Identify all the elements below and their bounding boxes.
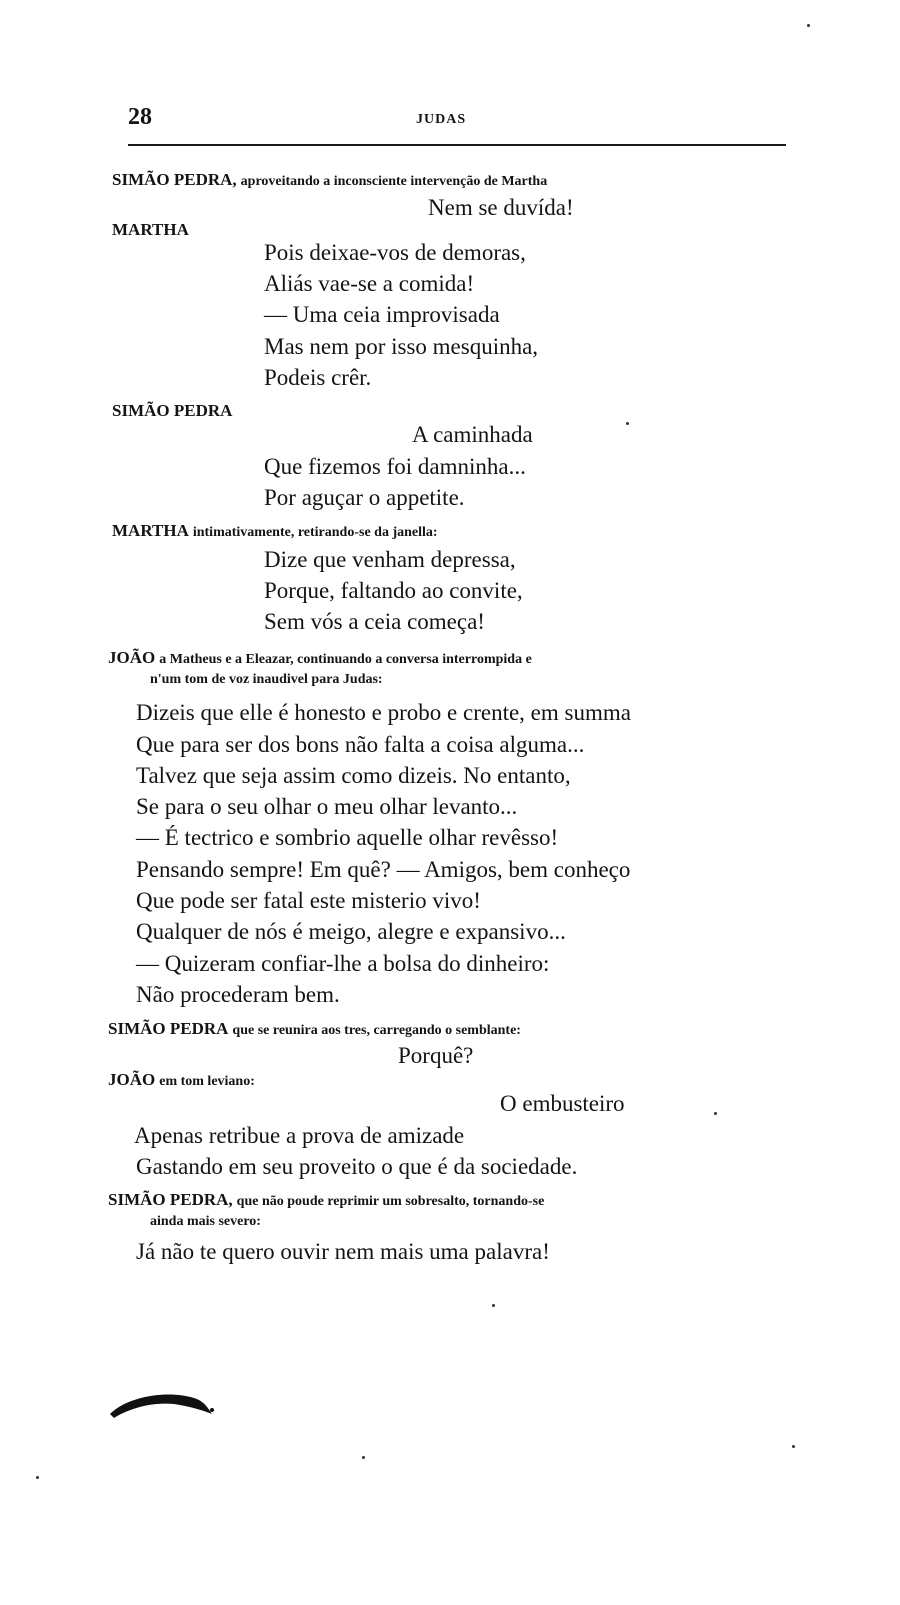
speaker-name: SIMÃO PEDRA, <box>108 1190 233 1209</box>
speaker-line <box>112 521 438 543</box>
stage-direction: a Matheus e a Eleazar, continuando a conversa interrompida e <box>159 652 532 667</box>
verse-line: Mas nem por isso mesquinha, <box>264 334 539 359</box>
speaker-name: SIMÃO PEDRA <box>108 1019 229 1038</box>
paper-speck <box>36 1476 39 1479</box>
paper-speck <box>792 1445 795 1448</box>
verse-line: Que fizemos foi damninha... <box>264 454 526 479</box>
page-header <box>128 104 786 140</box>
verse-line: — Uma ceia improvisada <box>264 302 500 327</box>
paper-speck <box>714 1112 717 1115</box>
verse-line: Dize que venham depressa, <box>264 547 516 572</box>
paper-speck <box>626 422 629 425</box>
verse-line: Apenas retribue a prova de amizade <box>134 1123 465 1148</box>
stage-direction: intimativamente, retirando-se da janella: <box>192 525 438 540</box>
stage-direction-continued: n'um tom de voz inaudivel para Judas: <box>150 672 383 687</box>
verse-line: Que para ser dos bons não falta a coisa alguma... <box>136 732 585 757</box>
verse-line: A caminhada <box>412 422 533 447</box>
speaker-name: MARTHA <box>112 521 189 540</box>
verse-line: O embusteiro <box>500 1091 625 1116</box>
verse-line: — É tectrico e sombrio aquelle olhar revêsso! <box>136 825 559 850</box>
verse-line: Pensando sempre! Em quê? — Amigos, bem conheço <box>136 857 631 882</box>
verse-line: Que pode ser fatal este misterio vivo! <box>136 888 481 913</box>
verse-line: Dizeis que elle é honesto e probo e crente, em summa <box>136 700 631 725</box>
speaker-line <box>108 648 532 690</box>
verse-line: Sem vós a ceia começa! <box>264 609 485 634</box>
speaker-name: JOÃO <box>108 1070 156 1089</box>
verse-line: Porque, faltando ao convite, <box>264 578 523 603</box>
verse-line: Porquê? <box>398 1043 474 1068</box>
header-rule <box>128 144 786 146</box>
speaker-line <box>112 220 189 241</box>
verse-line: Já não te quero ouvir nem mais uma palavra! <box>136 1239 550 1264</box>
verse-line: — Quizeram confiar-lhe a bolsa do dinheiro: <box>136 951 550 976</box>
running-title: JUDAS <box>416 112 467 127</box>
verse-line: Aliás vae-se a comida! <box>264 271 475 296</box>
paper-speck <box>492 1304 495 1307</box>
verse-line: Nem se duvída! <box>428 195 574 220</box>
stage-direction: que não poude reprimir um sobresalto, tornando-se <box>236 1194 545 1209</box>
verse-line: Não procederam bem. <box>136 982 340 1007</box>
verse-line: Se para o seu olhar o meu olhar levanto... <box>136 794 518 819</box>
speaker-line <box>112 401 232 422</box>
verse-line: Por aguçar o appetite. <box>264 485 465 510</box>
verse-line: Pois deixae-vos de demoras, <box>264 240 526 265</box>
ink-blot <box>108 1384 218 1424</box>
stage-direction: que se reunira aos tres, carregando o semblante: <box>232 1023 521 1038</box>
paper-speck <box>362 1456 365 1459</box>
stage-direction: aproveitando a inconsciente intervenção de Martha <box>240 174 548 189</box>
verse-line: Gastando em seu proveito o que é da sociedade. <box>136 1154 578 1179</box>
speaker-line <box>112 170 547 192</box>
page-number: 28 <box>128 104 152 130</box>
speaker-line <box>108 1070 255 1092</box>
speaker-name: SIMÃO PEDRA, <box>112 170 237 189</box>
paper-speck <box>807 24 810 27</box>
speaker-name: SIMÃO PEDRA <box>112 401 233 420</box>
stage-direction-continued: ainda mais severo: <box>150 1214 261 1229</box>
speaker-line <box>108 1190 544 1232</box>
speaker-name: MARTHA <box>112 220 189 239</box>
speaker-line <box>108 1019 521 1041</box>
speaker-name: JOÃO <box>108 648 156 667</box>
verse-line: Talvez que seja assim como dizeis. No entanto, <box>136 763 571 788</box>
verse-line: Qualquer de nós é meigo, alegre e expansivo... <box>136 919 566 944</box>
stage-direction: em tom leviano: <box>159 1074 255 1089</box>
verse-line: Podeis crêr. <box>264 365 372 390</box>
